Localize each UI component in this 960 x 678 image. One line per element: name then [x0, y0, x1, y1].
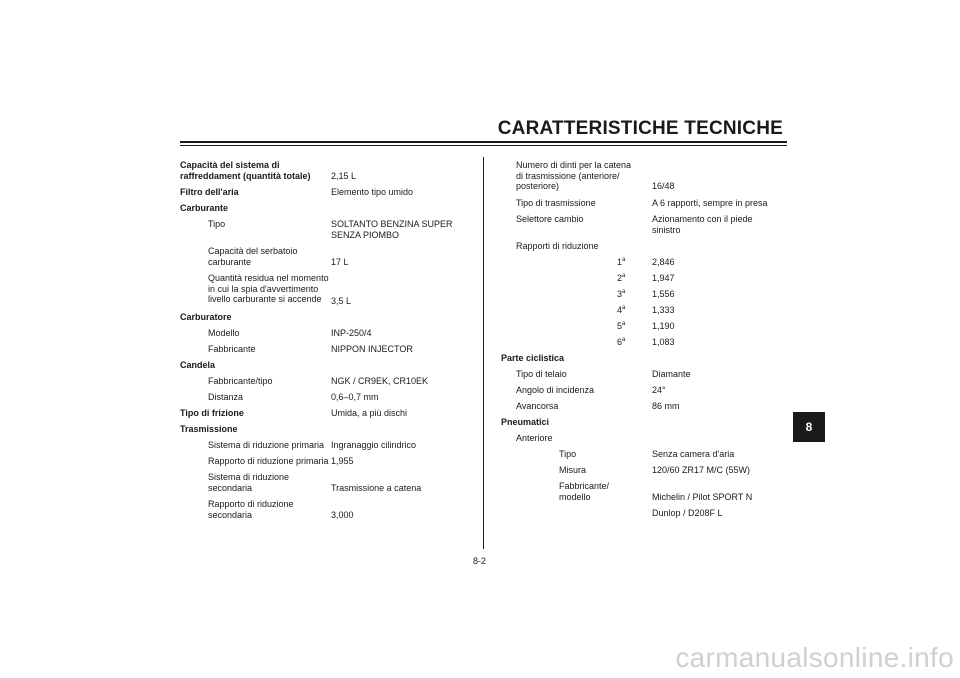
header-rule-thin	[180, 145, 787, 146]
spec-label: Carburatore	[180, 312, 232, 322]
spec-label: Fabbricante/tipo	[208, 376, 273, 386]
spec-label: Tipo di trasmissione	[516, 198, 596, 208]
gear-ratio-value: 1,190	[652, 321, 675, 331]
gear-label: 4$^a$	[617, 305, 626, 315]
spec-value: A 6 rapporti, sempre in presa	[652, 198, 768, 208]
spec-value: Diamante	[652, 369, 691, 379]
gear-label: 2$^a$	[617, 273, 626, 283]
spec-label: Fabbricante/ modello	[559, 481, 610, 502]
spec-value: NGK / CR9EK, CR10EK	[331, 376, 429, 386]
spec-label: Capacità del serbatoio carburante	[208, 246, 298, 267]
spec-value: Senza camera d'aria	[652, 449, 735, 459]
spec-value: 24°	[652, 385, 666, 395]
spec-label: Anteriore	[516, 433, 553, 443]
spec-label: Rapporti di riduzione	[516, 241, 599, 251]
spec-label: Distanza	[208, 392, 244, 402]
spec-label: Sistema di riduzione primaria	[208, 440, 325, 450]
spec-label: Numero di dinti per la catena di trasmissione (anteriore/ posteriore)	[516, 160, 632, 191]
spec-label: Tipo di telaio	[516, 369, 567, 379]
spec-value: 1,955	[331, 456, 354, 466]
page-number: 8-2	[473, 556, 487, 566]
gear-ratio-value: 2,846	[652, 257, 675, 267]
spec-label: Tipo di frizione	[180, 408, 244, 418]
spec-value: 86 mm	[652, 401, 680, 411]
spec-value: Elemento tipo umido	[331, 187, 414, 197]
spec-value: 0,6–0,7 mm	[331, 392, 379, 402]
spec-value: 17 L	[331, 257, 349, 267]
spec-label: Filtro dell'aria	[180, 187, 239, 197]
spec-label: Modello	[208, 328, 240, 338]
spec-label: Pneumatici	[501, 417, 550, 427]
header-rule-thick	[180, 141, 787, 143]
gear-label: 6$^a$	[617, 337, 626, 347]
spec-value: 120/60 ZR17 M/C (55W)	[652, 465, 751, 475]
gear-label: 1$^a$	[617, 257, 626, 267]
gear-ratio-value: 1,083	[652, 337, 675, 347]
spec-label: Fabbricante	[208, 344, 256, 354]
gear-label: 3$^a$	[617, 289, 626, 299]
gear-ratio-value: 1,333	[652, 305, 675, 315]
spec-label: Trasmissione	[180, 424, 238, 434]
gear-ratio-value: 1,947	[652, 273, 675, 283]
spec-label: Carburante	[180, 203, 229, 213]
spec-value: Umida, a più dischi	[331, 408, 408, 418]
chapter-tab-label: 8	[805, 420, 813, 434]
spec-value: 3,000	[331, 510, 354, 520]
spec-label: Misura	[559, 465, 587, 475]
spec-value: 3,5 L	[331, 296, 352, 306]
spec-label: Rapporto di riduzione primaria	[208, 456, 329, 466]
spec-value: SOLTANTO BENZINA SUPER SENZA PIOMBO	[331, 219, 453, 240]
spec-label: Angolo di incidenza	[516, 385, 595, 395]
spec-label: Tipo	[559, 449, 577, 459]
spec-label: Capacità del sistema di raffreddament (quantità totale)	[180, 160, 311, 181]
spec-value: 16/48	[652, 181, 675, 191]
spec-value: NIPPON INJECTOR	[331, 344, 413, 354]
spec-value: Michelin / Pilot SPORT N	[652, 492, 753, 502]
spec-label: Avancorsa	[516, 401, 559, 411]
watermark: carmanualsonline.info	[675, 642, 954, 673]
spec-value: Ingranaggio cilindrico	[331, 440, 417, 450]
spec-value: Azionamento con il piede sinistro	[652, 214, 753, 235]
chapter-tab[interactable]	[793, 412, 825, 442]
spec-value: 2,15 L	[331, 171, 357, 181]
spec-label: Rapporto di riduzione secondaria	[208, 499, 294, 520]
spec-value: Dunlop / D208F L	[652, 508, 723, 518]
gear-label: 5$^a$	[617, 321, 626, 331]
spec-label: Candela	[180, 360, 216, 370]
column-divider	[483, 157, 484, 549]
gear-ratio-value: 1,556	[652, 289, 675, 299]
spec-label: Parte ciclistica	[501, 353, 565, 363]
page-title: CARATTERISTICHE TECNICHE	[497, 118, 783, 139]
spec-label: Sistema di riduzione secondaria	[208, 472, 290, 493]
spec-value: Trasmissione a catena	[331, 483, 422, 493]
spec-label: Selettore cambio	[516, 214, 584, 224]
spec-value: INP-250/4	[331, 328, 372, 338]
spec-label: Quantità residua nel momento in cui la spia d'avvertimento livello carburante si accende	[208, 273, 329, 304]
spec-label: Tipo	[208, 219, 226, 229]
